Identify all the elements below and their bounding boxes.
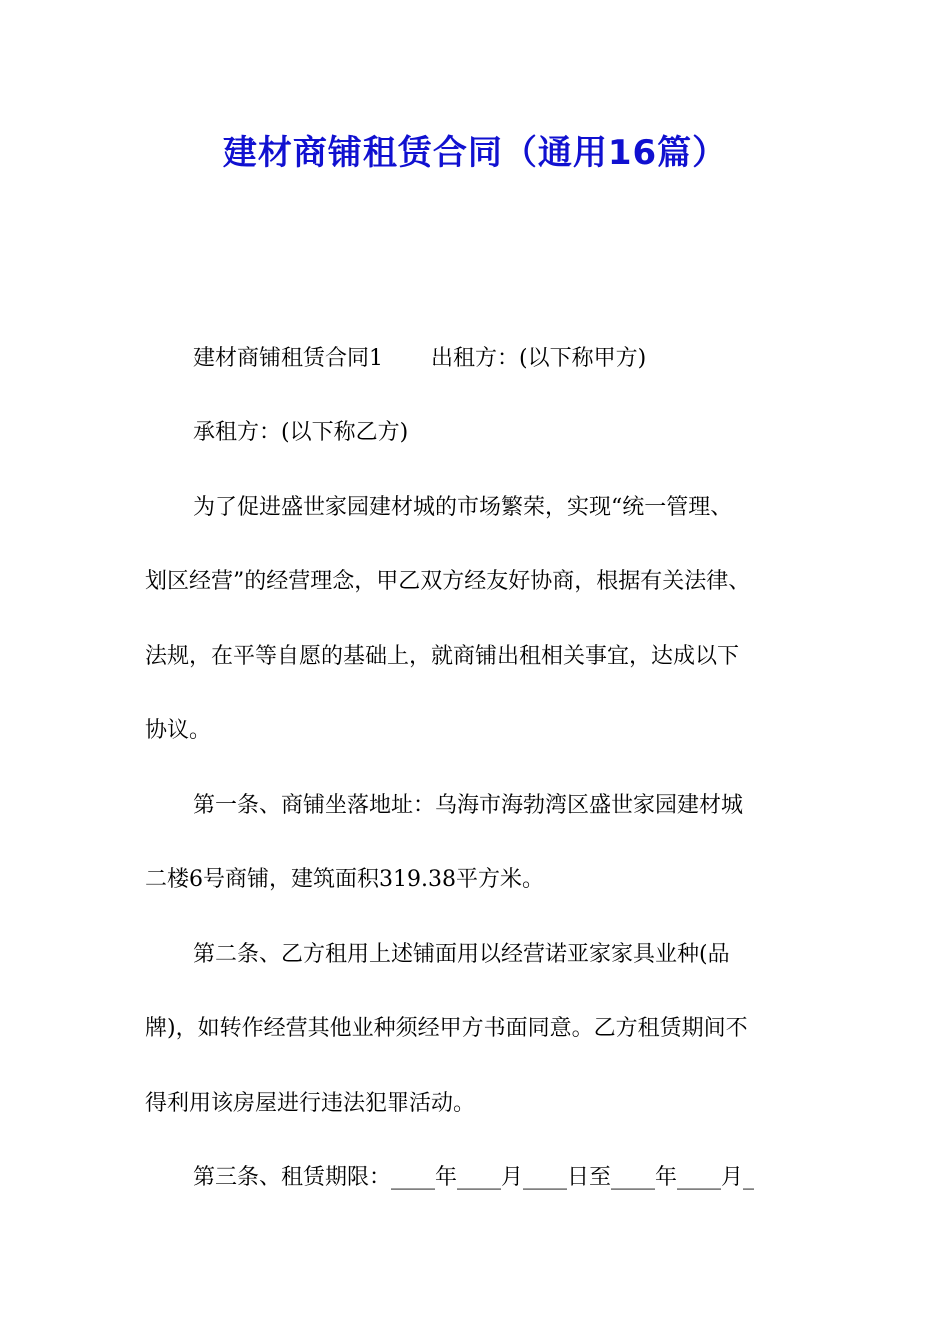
paragraph-line: 得利用该房屋进行违法犯罪活动。 <box>145 1091 476 1116</box>
paragraph-line: 二楼6号商铺，建筑面积319.38平方米。 <box>145 867 544 892</box>
document-title: 建材商铺租赁合同（通用16篇） <box>222 133 728 173</box>
paragraph-line: 协议。 <box>145 718 212 743</box>
paragraph-line: 为了促进盛世家园建材城的市场繁荣，实现“统一管理、 <box>193 495 733 520</box>
paragraph-line-article-1: 第一条、商铺坐落地址：乌海市海勃湾区盛世家园建材城 <box>193 793 744 818</box>
paragraph-line: 法规，在平等自愿的基础上，就商铺出租相关事宜，达成以下 <box>145 644 740 669</box>
lessor-label: 出租方：(以下称甲方) <box>431 346 647 371</box>
paragraph-line: 划区经营”的经营理念，甲乙双方经友好协商，根据有关法律、 <box>145 569 751 594</box>
contract-number-label: 建材商铺租赁合同1 <box>193 346 383 371</box>
paragraph-line-article-2: 第二条、乙方租用上述铺面用以经营诺亚家家具业种(品 <box>193 942 730 967</box>
paragraph-line: 牌)，如转作经营其他业种须经甲方书面同意。乙方租赁期间不 <box>145 1016 748 1041</box>
paragraph-line-contract-heading <box>193 344 646 374</box>
paragraph-line-lessee: 承租方：(以下称乙方) <box>193 420 409 445</box>
paragraph-line-article-3: 第三条、租赁期限：____年____月____日至____年____月_ <box>193 1165 755 1190</box>
